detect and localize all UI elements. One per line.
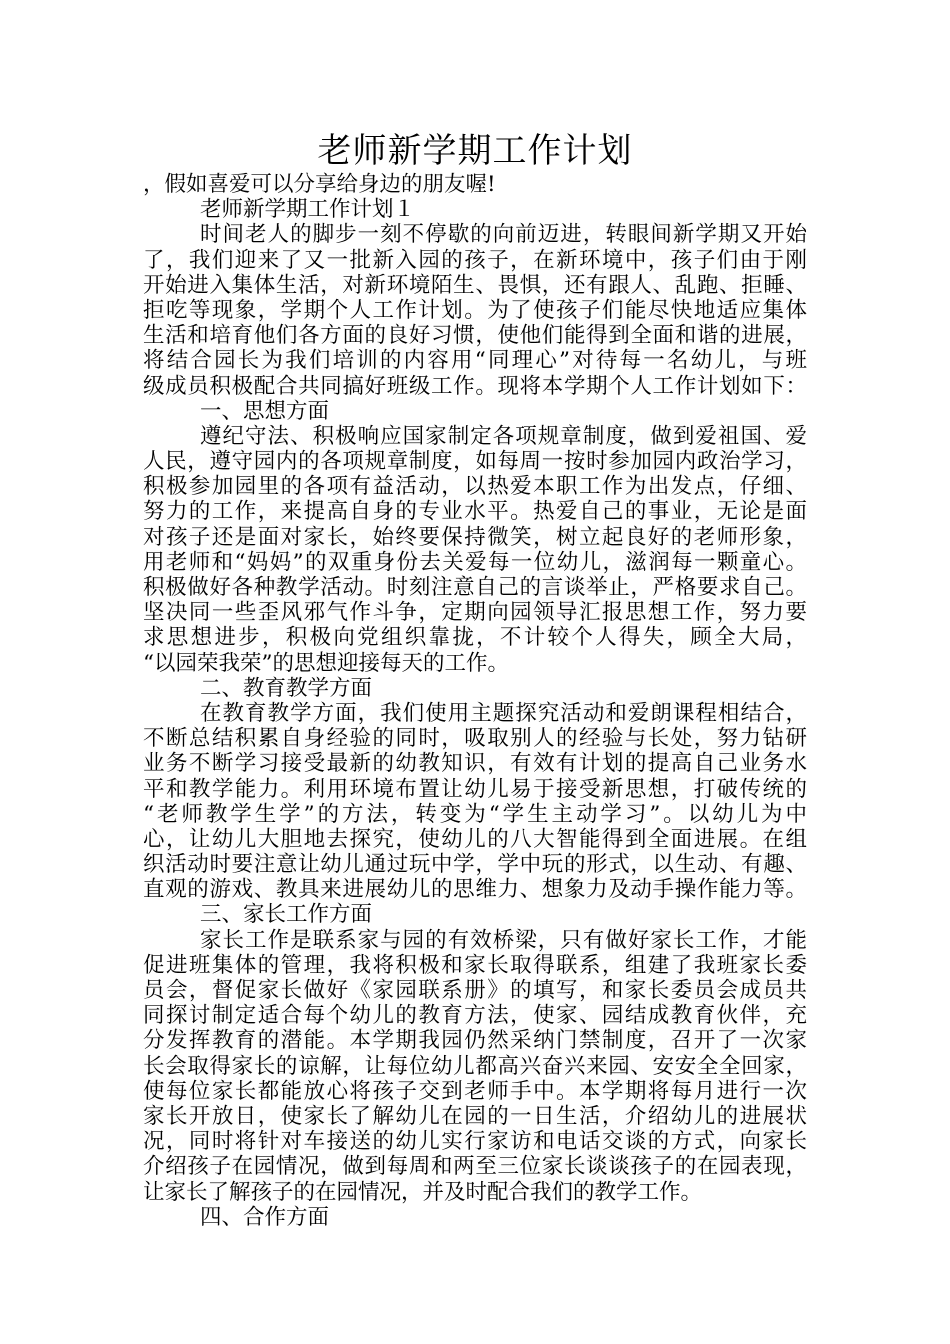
text-line: 在教育教学方面，我们使用主题探究活动和爱朗课程相结合，	[200, 700, 807, 726]
text-line: 织活动时要注意让幼儿通过玩中学，学中玩的形式，以生动、有趣、	[143, 852, 807, 878]
text-line: 三、家长工作方面	[200, 902, 373, 928]
text-line: 积极参加园里的各项有益活动，以热爱本职工作为出发点，仔细、	[143, 474, 807, 500]
text-line: 直观的游戏、教具来进展幼儿的思维力、想象力及动手操作能力等。	[143, 877, 807, 903]
text-line: 努力的工作，来提高自身的专业水平。热爱自己的事业，无论是面	[143, 499, 807, 525]
document-body	[143, 172, 807, 1230]
text-line: 介绍孩子在园情况，做到每周和两至三位家长谈谈孩子的在园表现，	[143, 1154, 807, 1180]
text-line: 生活和培育他们各方面的良好习惯，使他们能得到全面和谐的进展，	[143, 323, 807, 349]
text-line: 人民，遵守园内的各项规章制度，如每周一按时参加园内政治学习，	[143, 449, 807, 475]
text-line: “老师教学生学”的方法，转变为“学生主动学习”。以幼儿为中	[143, 801, 807, 827]
text-line: 使每位家长都能放心将孩子交到老师手中。本学期将每月进行一次	[143, 1078, 807, 1104]
text-line: 分发挥教育的潜能。本学期我园仍然采纳门禁制度，召开了一次家	[143, 1028, 807, 1054]
text-line: 促进班集体的管理，我将积极和家长取得联系，组建了我班家长委	[143, 952, 807, 978]
text-line: 时间老人的脚步一刻不停歇的向前迈进，转眼间新学期又开始	[200, 222, 807, 248]
text-line: 不断总结积累自身经验的同时，吸取别人的经验与长处，努力钻研	[143, 726, 807, 752]
text-line: 了，我们迎来了又一批新入园的孩子，在新环境中，孩子们由于刚	[143, 247, 807, 273]
text-line: 平和教学能力。利用环境布置让幼儿易于接受新思想，打破传统的	[143, 776, 807, 802]
text-line: 心，让幼儿大胆地去探究，使幼儿的八大智能得到全面进展。在组	[143, 826, 807, 852]
text-line: 业务不断学习接受最新的幼教知识，有效有计划的提高自己业务水	[143, 751, 807, 777]
text-line: 四、合作方面	[200, 1204, 330, 1230]
text-line: 员会，督促家长做好《家园联系册》的填写，和家长委员会成员共	[143, 978, 807, 1003]
text-line: 求思想进步，积极向党组织靠拢，不计较个人得失，顾全大局，	[143, 625, 807, 651]
text-line: 开始进入集体生活，对新环境陌生、畏惧，还有跟人、乱跑、拒睡、	[143, 272, 807, 298]
text-line: “以园荣我荣”的思想迎接每天的工作。	[143, 650, 509, 676]
text-line: 拒吃等现象，学期个人工作计划。为了使孩子们能尽快地适应集体	[143, 297, 807, 323]
text-line: 用老师和“妈妈”的双重身份去关爱每一位幼儿，滋润每一颗童心。	[143, 549, 807, 575]
text-line: 一、思想方面	[200, 398, 330, 424]
text-line: 让家长了解孩子的在园情况，并及时配合我们的教学工作。	[143, 1179, 703, 1205]
document-title: 老师新学期工作计划	[317, 131, 633, 171]
text-line: 家长开放日，使家长了解幼儿在园的一日生活，介绍幼儿的进展状	[143, 1103, 807, 1129]
text-line: ，假如喜爱可以分享给身边的朋友喔!	[143, 172, 496, 197]
text-line: 坚决同一些歪风邪气作斗争，定期向园领导汇报思想工作，努力要	[143, 600, 807, 626]
text-line: 长会取得家长的谅解，让每位幼儿都高兴奋兴来园、安安全全回家，	[143, 1053, 807, 1079]
text-line: 二、教育教学方面	[200, 675, 373, 701]
text-line: 级成员积极配合共同搞好班级工作。现将本学期个人工作计划如下：	[143, 373, 807, 399]
text-line: 家长工作是联系家与园的有效桥梁，只有做好家长工作，才能	[200, 927, 807, 953]
text-line: 同探讨制定适合每个幼儿的教育方法，使家、园结成教育伙伴，充	[143, 1003, 807, 1029]
text-line: 老师新学期工作计划１	[200, 197, 416, 223]
text-line: 对孩子还是面对家长，始终要保持微笑，树立起良好的老师形象，	[143, 524, 807, 550]
text-line: 况，同时将针对车接送的幼儿实行家访和电话交谈的方式，向家长	[143, 1129, 807, 1155]
text-line: 将结合园长为我们培训的内容用“同理心”对待每一名幼儿，与班	[143, 348, 807, 374]
text-line: 遵纪守法、积极响应国家制定各项规章制度，做到爱祖国、爱	[200, 423, 807, 449]
text-line: 积极做好各种教学活动。时刻注意自己的言谈举止，严格要求自己。	[143, 575, 807, 600]
